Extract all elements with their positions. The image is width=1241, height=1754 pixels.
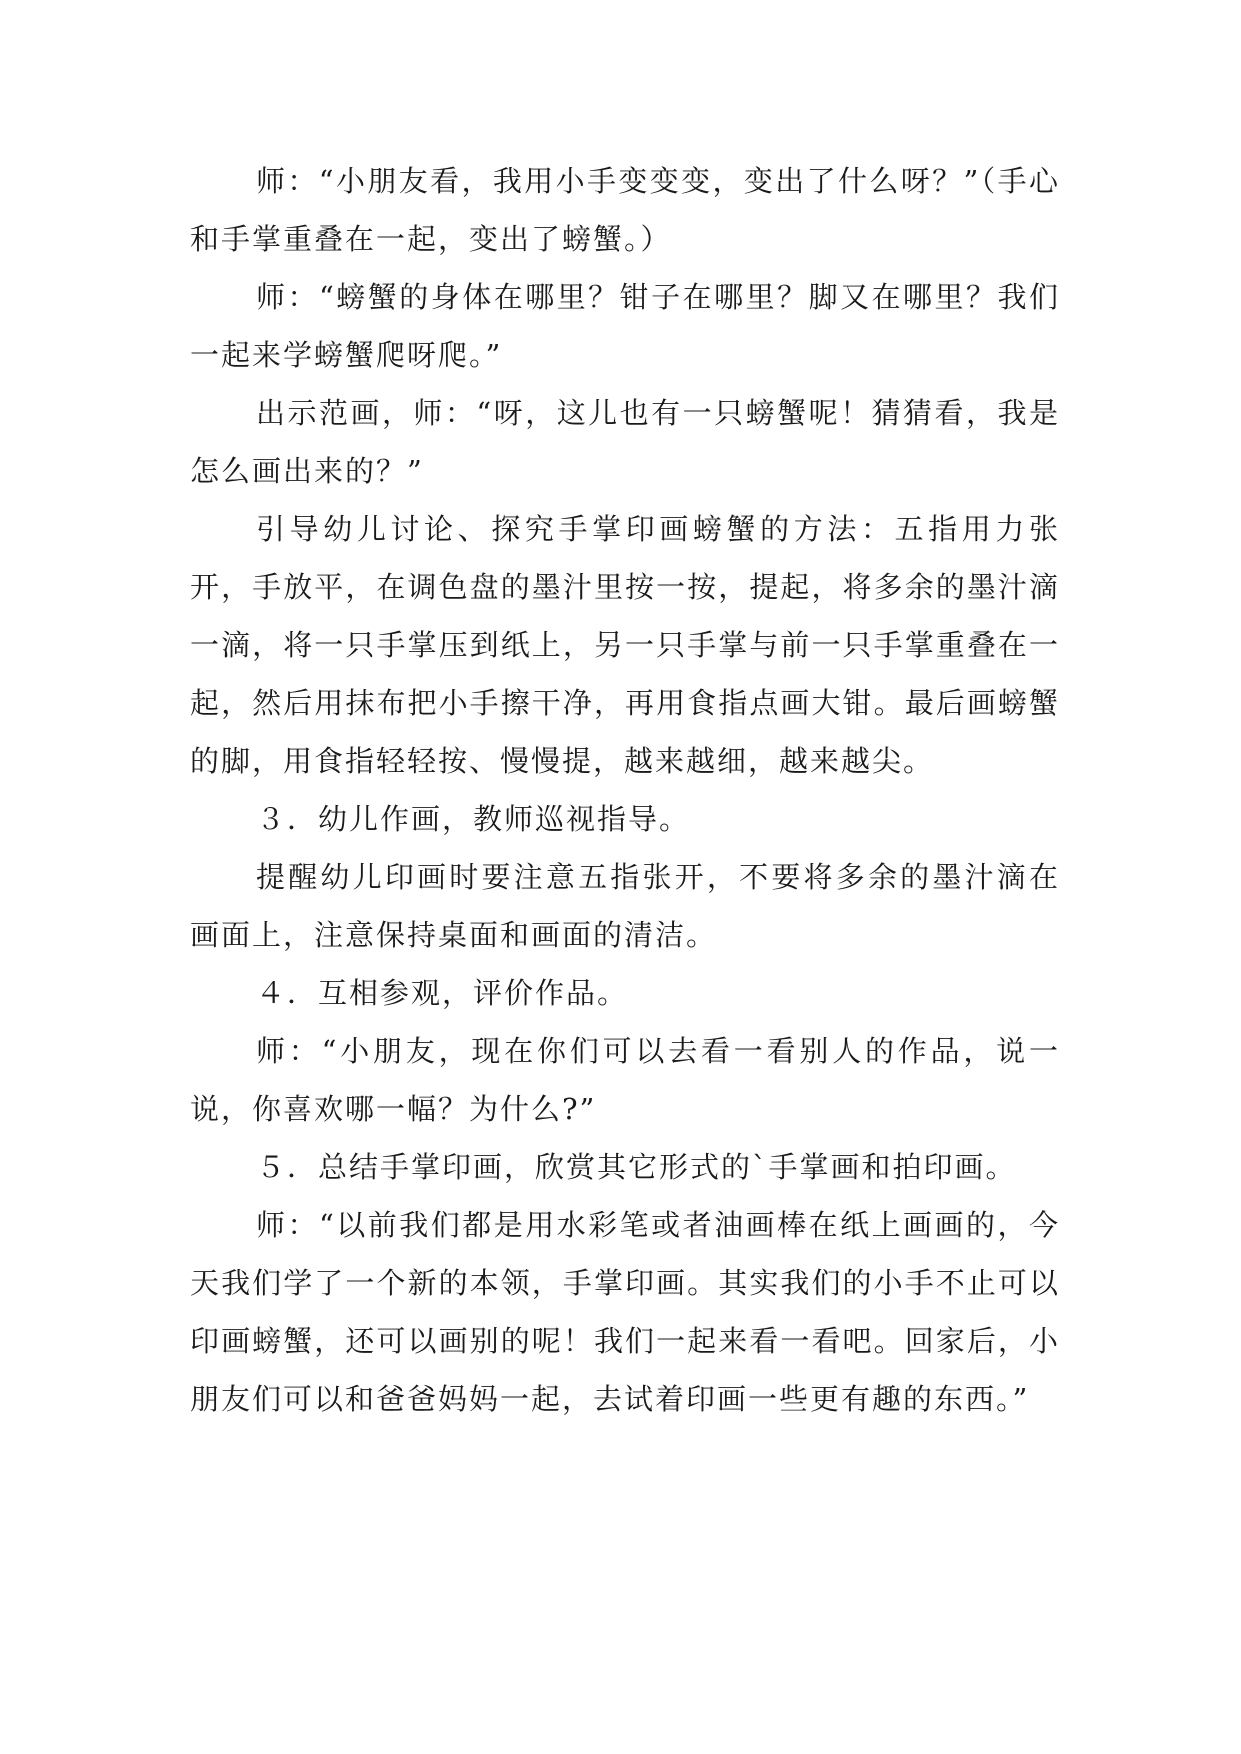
paragraph: 出示范画，师：“呀，这儿也有一只螃蟹呢！猜猜看，我是怎么画出来的？” [190,396,1060,488]
document-body [190,152,1060,1428]
paragraph: 引导幼儿讨论、探究手掌印画螃蟹的方法：五指用力张开，手放平，在调色盘的墨汁里按一按，提起，将多余的墨汁滴一滴，将一只手掌压到纸上，另一只手掌与前一只手掌重叠在一起，然后用抹布把小手擦干净，再用食指点画大钳。最后画螃蟹的脚，用食指轻轻按、慢慢提，越来越细，越来越尖。 [190,512,1060,778]
paragraph: 师：“以前我们都是用水彩笔或者油画棒在纸上画画的，今天我们学了一个新的本领，手掌印画。其实我们的小手不止可以印画螃蟹，还可以画别的呢！我们一起来看一看吧。回家后，小朋友们可以和爸爸妈妈一起，去试着印画一些更有趣的东西。” [190,1208,1060,1416]
list-item-step-3: ３．幼儿作画，教师巡视指导。 [256,802,691,836]
paragraph: 提醒幼儿印画时要注意五指张开，不要将多余的墨汁滴在画面上，注意保持桌面和画面的清洁。 [190,860,1060,952]
list-item-step-4: ４．互相参观，评价作品。 [256,976,629,1010]
paragraph: 师：“小朋友，现在你们可以去看一看别人的作品，说一说，你喜欢哪一幅？为什么?” [190,1034,1060,1126]
list-item-step-5: ５．总结手掌印画，欣赏其它形式的`手掌画和拍印画。 [256,1150,1017,1184]
paragraph: 师：“螃蟹的身体在哪里？钳子在哪里？脚又在哪里？我们一起来学螃蟹爬呀爬。” [190,280,1060,372]
paragraph: 师：“小朋友看，我用小手变变变，变出了什么呀？”（手心和手掌重叠在一起，变出了螃蟹。） [190,164,1060,256]
